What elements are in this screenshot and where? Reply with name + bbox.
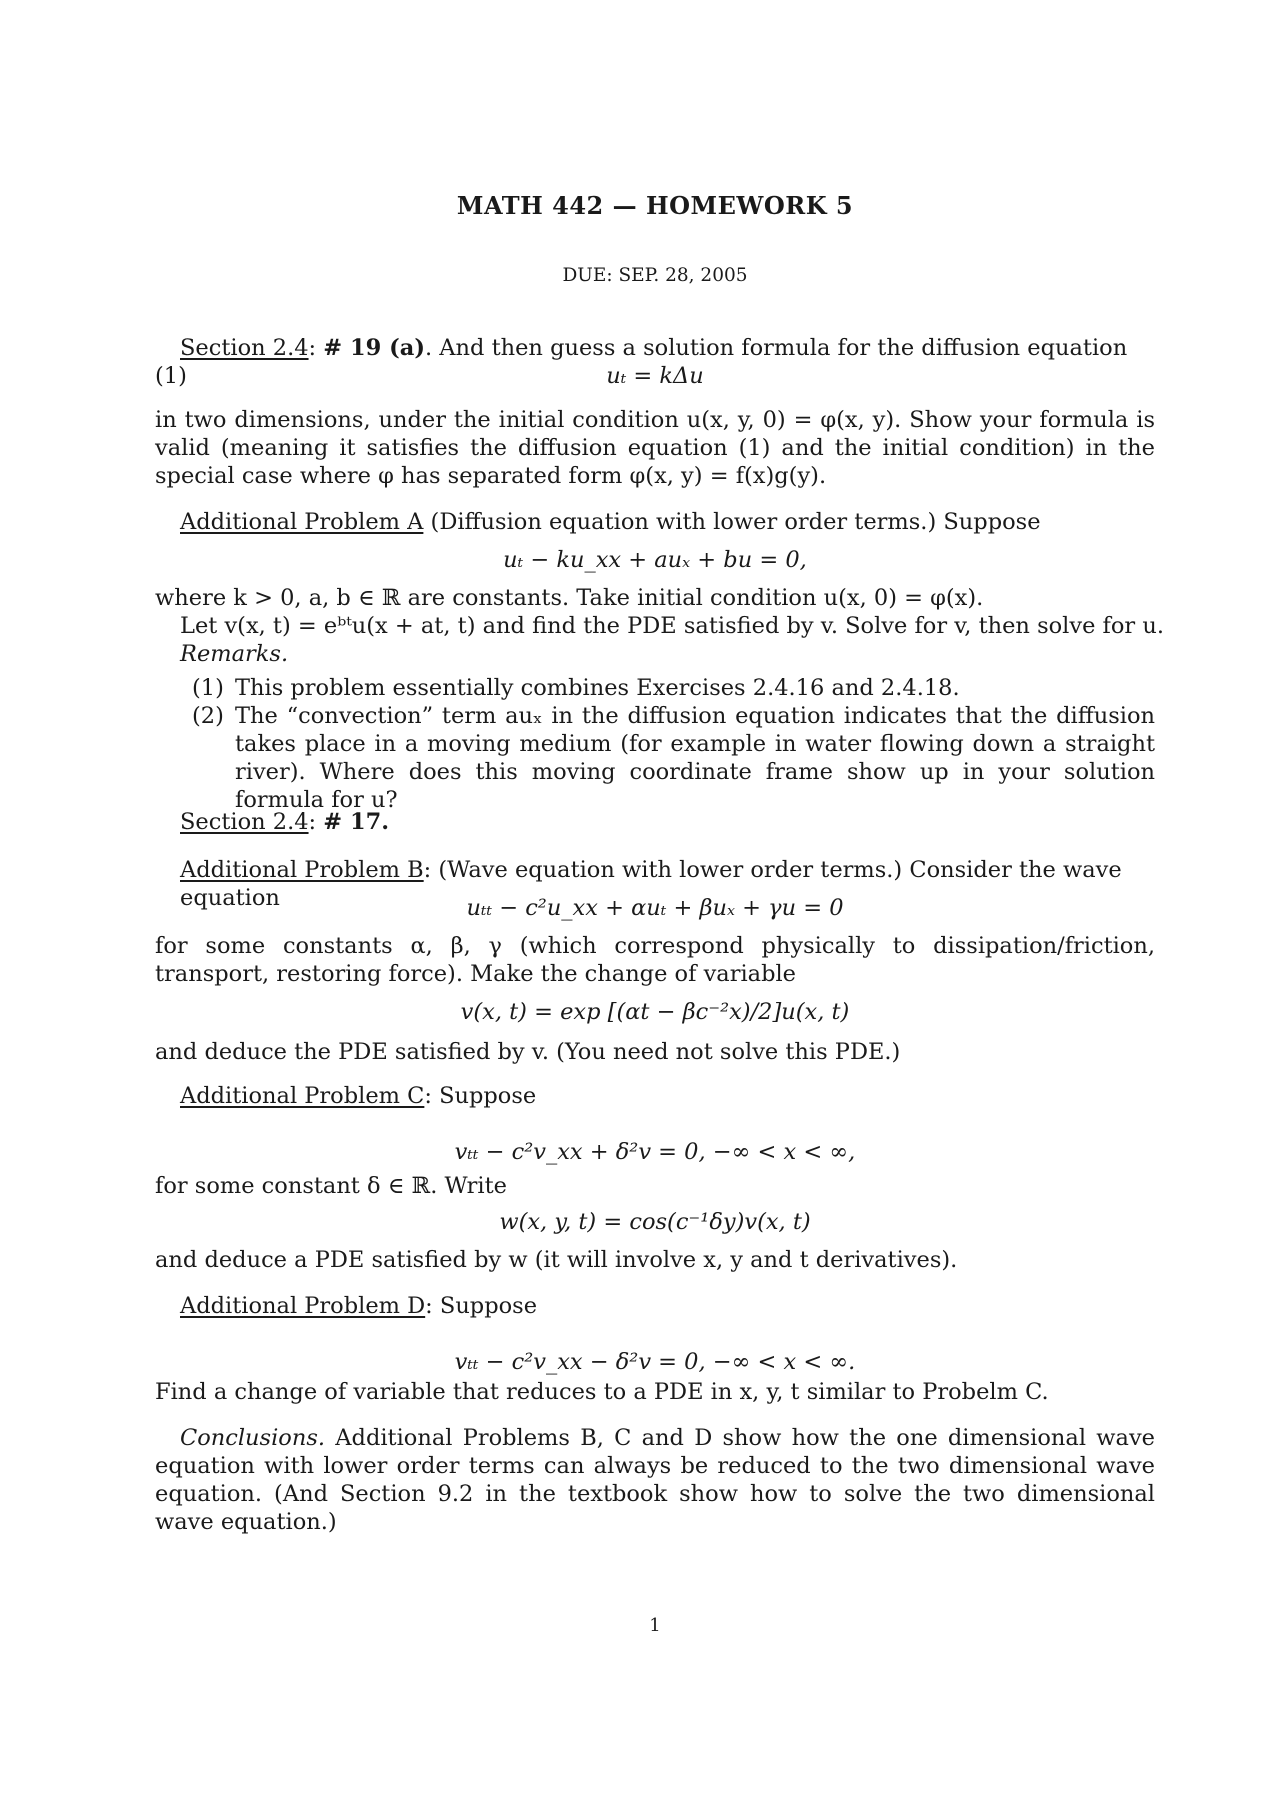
problem-c-body: for some constant δ ∈ ℝ. Write: [155, 1173, 507, 1199]
problem-a-line2: Let v(x, t) = eᵇᵗu(x + at, t) and find the PDE satisfied by v. Solve for v, then solve for u.: [180, 613, 1164, 639]
problem-d-body: Find a change of variable that reduces to a PDE in x, y, t similar to Probelm C.: [155, 1379, 1049, 1405]
due-date: DUE: SEP. 28, 2005: [562, 265, 748, 286]
remark-item: [192, 702, 1155, 814]
problem-d-text: : Suppose: [425, 1293, 538, 1319]
problem-text: . And then guess a solution formula for the diffusion equation: [424, 335, 1128, 361]
problem-b-body2: and deduce the PDE satisfied by v. (You need not solve this PDE.): [155, 1039, 901, 1065]
change-of-variable-equation: v(x, t) = exp [(αt − βc⁻²x)/2]u(x, t): [460, 999, 850, 1025]
problem-17: Section 2.4: # 17.: [180, 809, 390, 835]
remark-number: (1): [192, 675, 224, 701]
problem-c-equation2: w(x, y, t) = cos(c⁻¹δy)v(x, t): [499, 1209, 811, 1235]
problem-19a-intro: Section 2.4: # 19 (a). And then guess a solution formula for the diffusion equation: [180, 335, 1128, 361]
remark-text: The “convection” term auₓ in the diffusion equation indicates that the diffusion takes place in a moving medium (for example in water flowing down a straight river). Where does this moving coordinate frame show up in your solution formula for u?: [235, 703, 1155, 813]
remark-number: (2): [192, 703, 224, 729]
problem-number: # 17.: [323, 809, 390, 835]
equation-label: (1): [155, 363, 187, 389]
wave-equation: uₜₜ − c²u_xx + αuₜ + βuₓ + γu = 0: [466, 895, 844, 921]
problem-c-body2: and deduce a PDE satisfied by w (it will involve x, y and t derivatives).: [155, 1247, 958, 1273]
problem-number: # 19 (a): [323, 335, 425, 361]
problem-c-text: : Suppose: [424, 1083, 537, 1109]
problem-a-equation: uₜ − ku_xx + auₓ + bu = 0,: [503, 547, 807, 573]
remarks-heading: Remarks.: [180, 641, 289, 667]
problem-b-text: : (Wave equation with lower order terms.) Consider the wave equation: [180, 857, 1122, 911]
problem-d-intro: [155, 1292, 1180, 1320]
problem-a-heading: Additional Problem A: [180, 509, 424, 535]
conclusions-label: Conclusions.: [180, 1425, 326, 1451]
problem-b-heading: Additional Problem B: [180, 857, 424, 883]
diffusion-equation: uₜ = kΔu: [606, 363, 704, 389]
problem-c-intro: [155, 1082, 1180, 1110]
section-ref: Section 2.4: [180, 809, 309, 835]
page-number: 1: [649, 1615, 661, 1636]
problem-d-heading: Additional Problem D: [180, 1293, 426, 1319]
problem-a-intro: [155, 508, 1180, 536]
problem-19a-body: in two dimensions, under the initial condition u(x, y, 0) = φ(x, y). Show your formula is valid (meaning it satisfies the diffusion equation (1) and the initial condition) in the special case where φ has separated form φ(x, y) = f(x)g(y).: [155, 407, 1155, 489]
remark-item: [192, 674, 1155, 702]
problem-c-equation: vₜₜ − c²v_xx + δ²v = 0, −∞ < x < ∞,: [454, 1139, 856, 1165]
conclusions: [155, 1424, 1155, 1536]
document-title: MATH 442 — HOMEWORK 5: [456, 191, 854, 220]
remark-text: This problem essentially combines Exercises 2.4.16 and 2.4.18.: [235, 675, 960, 701]
conclusions-text: Additional Problems B, C and D show how the one dimensional wave equation with lower order terms can always be reduced to the two dimensional wave equation. (And Section 9.2 in the textbook show how to solve the two dimensional wave equation.): [155, 1425, 1155, 1535]
problem-a-text: (Diffusion equation with lower order terms.) Suppose: [423, 509, 1041, 535]
problem-b-body: for some constants α, β, γ (which correspond physically to dissipation/friction, transport, restoring force). Make the change of variable: [155, 933, 1155, 987]
problem-d-equation: vₜₜ − c²v_xx − δ²v = 0, −∞ < x < ∞.: [454, 1349, 856, 1375]
problem-c-heading: Additional Problem C: [180, 1083, 425, 1109]
problem-a-line1: where k > 0, a, b ∈ ℝ are constants. Take initial condition u(x, 0) = φ(x).: [155, 585, 984, 611]
section-ref: Section 2.4: [180, 335, 309, 361]
